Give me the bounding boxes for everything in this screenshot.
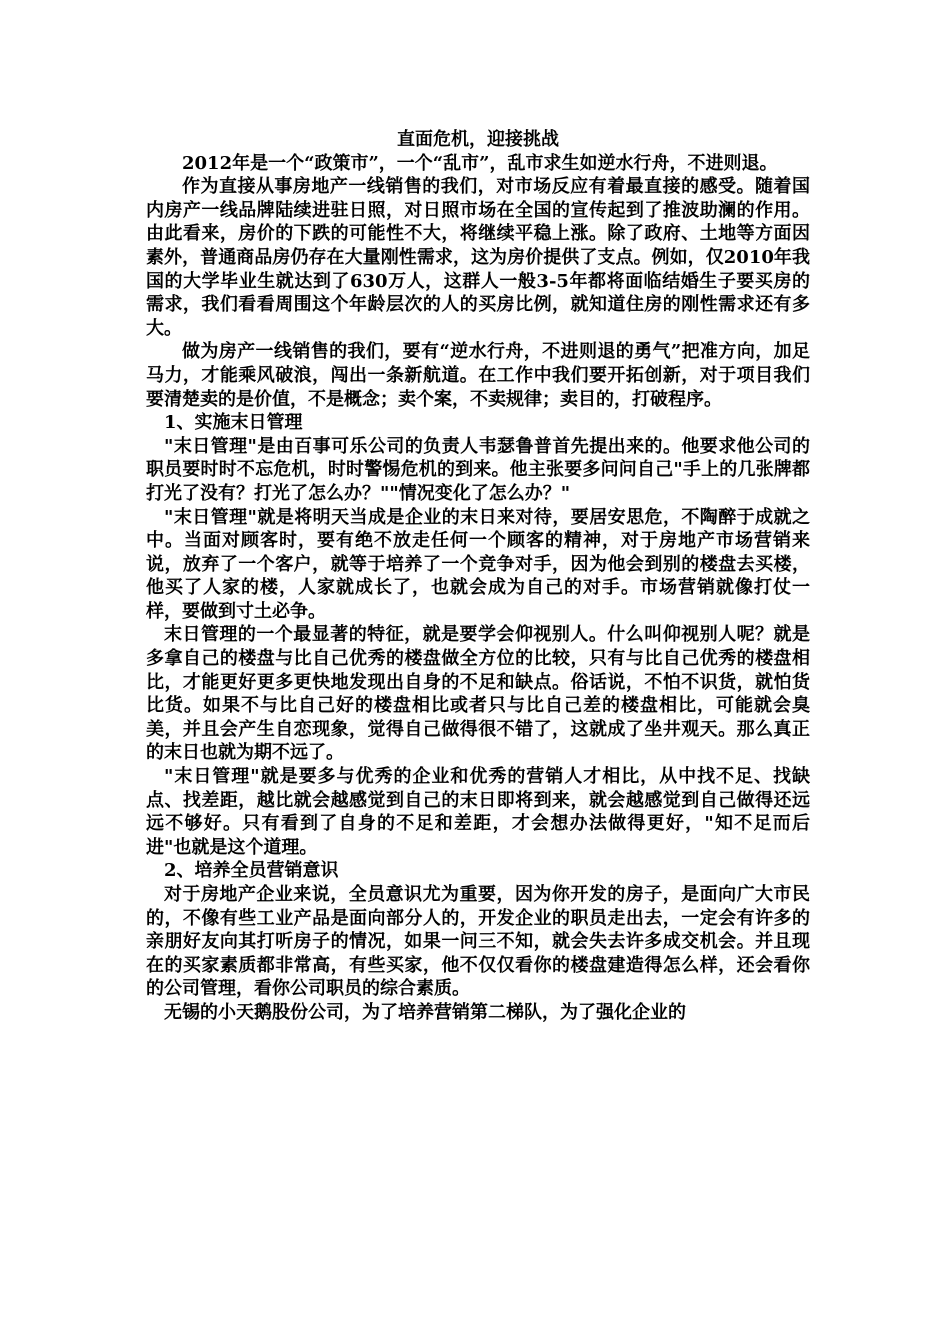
paragraph: 无锡的小天鹅股份公司，为了培养营销第二梯队，为了强化企业的	[164, 1001, 686, 1023]
paragraph: 末日管理的一个最显著的特征，就是要学会仰视别人。什么叫仰视别人呢？就是多拿自己的楼盘与比自己优秀的楼盘做全方位的比较，只有与比自己优秀的楼盘相比，才能更好更多更快地发现出自身的不足和缺点。俗话说，不怕不识货，就怕货比货。如果不与比自己好的楼盘相比或者只与比自己差的楼盘相比，可能就会臭美，并且会产生自恋现象，觉得自己做得很不错了，这就成了坐井观天。那么真正的末日也就为期不远了。	[146, 624, 810, 764]
document-title: 直面危机，迎接挑战	[397, 129, 559, 150]
document-body	[146, 128, 810, 1025]
paragraph: 作为直接从事房地产一线销售的我们，对市场反应有着最直接的感受。随着国内房产一线品牌陆续进驻日照，对日照市场在全国的宣传起到了推波助澜的作用。由此看来，房价的下跌的可能性不大，将继续平稳上涨。除了政府、土地等方面因素外，普通商品房仍存在大量刚性需求，这为房价提供了支点。例如，仅2010年我国的大学毕业生就达到了630万人，这群人一般3-5年都将面临结婚生子要买房的需求，我们看看周围这个年龄层次的人的买房比例，就知道住房的刚性需求还有多大。	[146, 176, 810, 339]
paragraph: 2012年是一个“政策市”，一个“乱市”，乱市求生如逆水行舟，不进则退。	[182, 152, 778, 174]
paragraph: 对于房地产企业来说，全员意识尤为重要，因为你开发的房子，是面向广大市民的，不像有些工业产品是面向部分人的，开发企业的职员走出去，一定会有许多的亲朋好友向其打听房子的情况，如果一问三不知，就会失去许多成交机会。并且现在的买家素质都非常高，有些买家，他不仅仅看你的楼盘建造得怎么样，还会看你的公司管理，看你公司职员的综合素质。	[146, 884, 810, 1000]
paragraph: "末日管理"是由百事可乐公司的负责人韦瑟鲁普首先提出来的。他要求他公司的职员要时时不忘危机，时时警惕危机的到来。他主张要多问问自己"手上的几张牌都打光了没有？打光了怎么办？""情况变化了怎么办？"	[146, 435, 810, 504]
paragraph: 做为房产一线销售的我们，要有“逆水行舟，不进则退的勇气”把准方向，加足马力，才能乘风破浪，闯出一条新航道。在工作中我们要开拓创新，对于项目我们要清楚卖的是价值，不是概念；卖个案，不卖规律；卖目的，打破程序。	[146, 341, 810, 410]
paragraph: "末日管理"就是将明天当成是企业的末日来对待，要居安思危，不陶醉于成就之中。当面对顾客时，要有绝不放走任何一个顾客的精神，对于房地产市场营销来说，放弃了一个客户，就等于培养了一个竞争对手，因为他会到别的楼盘去买楼，他买了人家的楼，人家就成长了，也就会成为自己的对手。市场营销就像打仗一样，要做到寸土必争。	[146, 506, 810, 622]
paragraph: "末日管理"就是要多与优秀的企业和优秀的营销人才相比，从中找不足、找缺点、找差距，越比就会越感觉到自己的末日即将到来，就会越感觉到自己做得还远远不够好。只有看到了自身的不足和差距，才会想办法做得更好，"知不足而后进"也就是这个道理。	[146, 766, 810, 858]
section-heading: 2、培养全员营销意识	[164, 860, 339, 882]
section-heading: 1、实施末日管理	[164, 412, 303, 434]
